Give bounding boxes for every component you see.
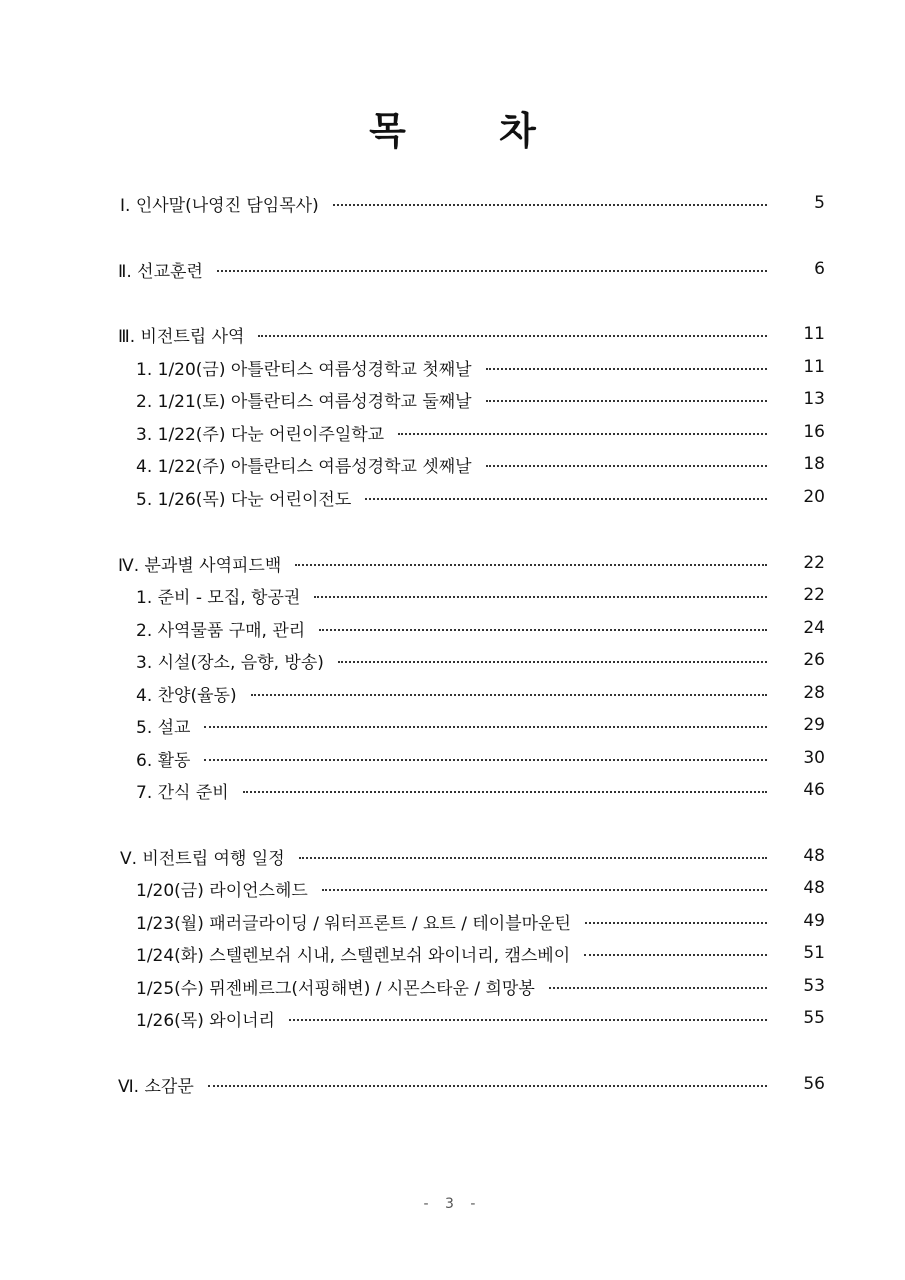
toc-entry-label: Ⅲ. 비전트립 사역 <box>118 326 245 347</box>
toc-subitem[interactable] <box>0 449 905 479</box>
toc-page-number: 22 <box>803 585 825 605</box>
toc-entry-label: 3. 시설(장소, 음향, 방송) <box>136 652 324 673</box>
toc-entry-label: 1. 1/20(금) 아틀란티스 여름성경학교 첫째날 <box>136 359 472 380</box>
dot-leader <box>585 922 767 924</box>
toc-subitem[interactable] <box>0 873 905 903</box>
toc-page-number: 6 <box>814 259 825 279</box>
toc-subitem[interactable] <box>0 352 905 382</box>
toc-entry-label: Ⅰ. 인사말(나영진 담임목사) <box>120 195 319 216</box>
toc-page-number: 48 <box>803 878 825 898</box>
toc-page-number: 56 <box>803 1074 825 1094</box>
dot-leader <box>204 726 767 728</box>
dot-leader <box>208 1085 767 1087</box>
toc-page-number: 22 <box>803 553 825 573</box>
dot-leader <box>217 270 767 272</box>
toc-page-number: 26 <box>803 650 825 670</box>
dot-leader <box>258 335 767 337</box>
dot-leader <box>243 791 767 793</box>
toc-page-number: 29 <box>803 715 825 735</box>
toc-subitem[interactable] <box>0 613 905 643</box>
toc-entry-label: 4. 찬양(율동) <box>136 685 237 706</box>
toc-page-number: 5 <box>814 193 825 213</box>
toc-entry-label: Ⅵ. 소감문 <box>118 1076 194 1097</box>
toc-entry-label: 1/23(월) 패러글라이딩 / 워터프론트 / 요트 / 테이블마운틴 <box>136 913 571 934</box>
toc-entry-label: 4. 1/22(주) 아틀란티스 여름성경학교 셋째날 <box>136 456 472 477</box>
toc-page-number: 46 <box>803 780 825 800</box>
dot-leader <box>314 596 767 598</box>
toc-section-2[interactable] <box>0 254 905 284</box>
toc-subitem[interactable] <box>0 417 905 447</box>
dot-leader <box>365 498 767 500</box>
page-title: 목 차 <box>369 109 576 153</box>
dot-leader <box>338 661 767 663</box>
toc-page-number: 55 <box>803 1008 825 1028</box>
dot-leader <box>204 759 767 761</box>
dot-leader <box>251 694 767 696</box>
toc-page-number: 11 <box>803 357 825 377</box>
toc-subitem[interactable] <box>0 482 905 512</box>
dot-leader <box>486 400 767 402</box>
toc-page-number: 13 <box>803 389 825 409</box>
toc-subitem[interactable] <box>0 906 905 936</box>
toc-subitem[interactable] <box>0 580 905 610</box>
toc-entry-label: 1/25(수) 뮈젠베르그(서핑해변) / 시몬스타운 / 희망봉 <box>136 978 535 999</box>
toc-page-number: 48 <box>803 846 825 866</box>
toc-entry-label: 1/26(목) 와이너리 <box>136 1010 275 1031</box>
dot-leader <box>486 465 767 467</box>
dot-leader <box>299 857 767 859</box>
toc-section-1[interactable] <box>0 188 905 218</box>
toc-page-number: 28 <box>803 683 825 703</box>
toc-subitem[interactable] <box>0 743 905 773</box>
toc-section-4[interactable] <box>0 548 905 578</box>
toc-page-number: 20 <box>803 487 825 507</box>
dot-leader <box>289 1019 767 1021</box>
toc-entry-label: 1/20(금) 라이언스헤드 <box>136 880 308 901</box>
toc-section-5[interactable] <box>0 841 905 871</box>
dot-leader <box>322 889 767 891</box>
dot-leader <box>319 629 767 631</box>
toc-entry-label: 5. 1/26(목) 다눈 어린이전도 <box>136 489 352 510</box>
toc-page-number: 24 <box>803 618 825 638</box>
toc-subitem[interactable] <box>0 710 905 740</box>
toc-entry-label: 3. 1/22(주) 다눈 어린이주일학교 <box>136 424 385 445</box>
toc-subitem[interactable] <box>0 384 905 414</box>
toc-page-number: 18 <box>803 454 825 474</box>
toc-entry-label: Ⅴ. 비전트립 여행 일정 <box>120 848 285 869</box>
toc-page-number: 30 <box>803 748 825 768</box>
toc-entry-label: 6. 활동 <box>136 750 191 771</box>
toc-page-number: 51 <box>803 943 825 963</box>
toc-entry-label: 1/24(화) 스텔렌보쉬 시내, 스텔렌보쉬 와이너리, 캠스베이 <box>136 945 571 966</box>
toc-entry-label: Ⅱ. 선교훈련 <box>118 261 203 282</box>
toc-subitem[interactable] <box>0 971 905 1001</box>
toc-entry-label: Ⅳ. 분과별 사역피드백 <box>118 555 282 576</box>
dot-leader <box>486 368 767 370</box>
toc-section-6[interactable] <box>0 1069 905 1099</box>
toc-entry-label: 1. 준비 - 모집, 항공권 <box>136 587 301 608</box>
toc-subitem[interactable] <box>0 678 905 708</box>
toc-page-number: 16 <box>803 422 825 442</box>
toc-entry-label: 5. 설교 <box>136 717 191 738</box>
dot-leader <box>398 433 767 435</box>
toc-page-number: 11 <box>803 324 825 344</box>
toc-subitem[interactable] <box>0 645 905 675</box>
dot-leader <box>295 564 767 566</box>
toc-entry-label: 7. 간식 준비 <box>136 782 229 803</box>
page-number-footer: - 3 - <box>423 1196 482 1212</box>
toc-entry-label: 2. 1/21(토) 아틀란티스 여름성경학교 둘째날 <box>136 391 472 412</box>
toc-subitem[interactable] <box>0 938 905 968</box>
toc-page-number: 49 <box>803 911 825 931</box>
dot-leader <box>549 987 767 989</box>
dot-leader <box>333 204 767 206</box>
toc-subitem[interactable] <box>0 775 905 805</box>
dot-leader <box>584 954 767 956</box>
toc-entry-label: 2. 사역물품 구매, 관리 <box>136 620 306 641</box>
toc-page-number: 53 <box>803 976 825 996</box>
toc-section-3[interactable] <box>0 319 905 349</box>
toc-subitem[interactable] <box>0 1003 905 1033</box>
